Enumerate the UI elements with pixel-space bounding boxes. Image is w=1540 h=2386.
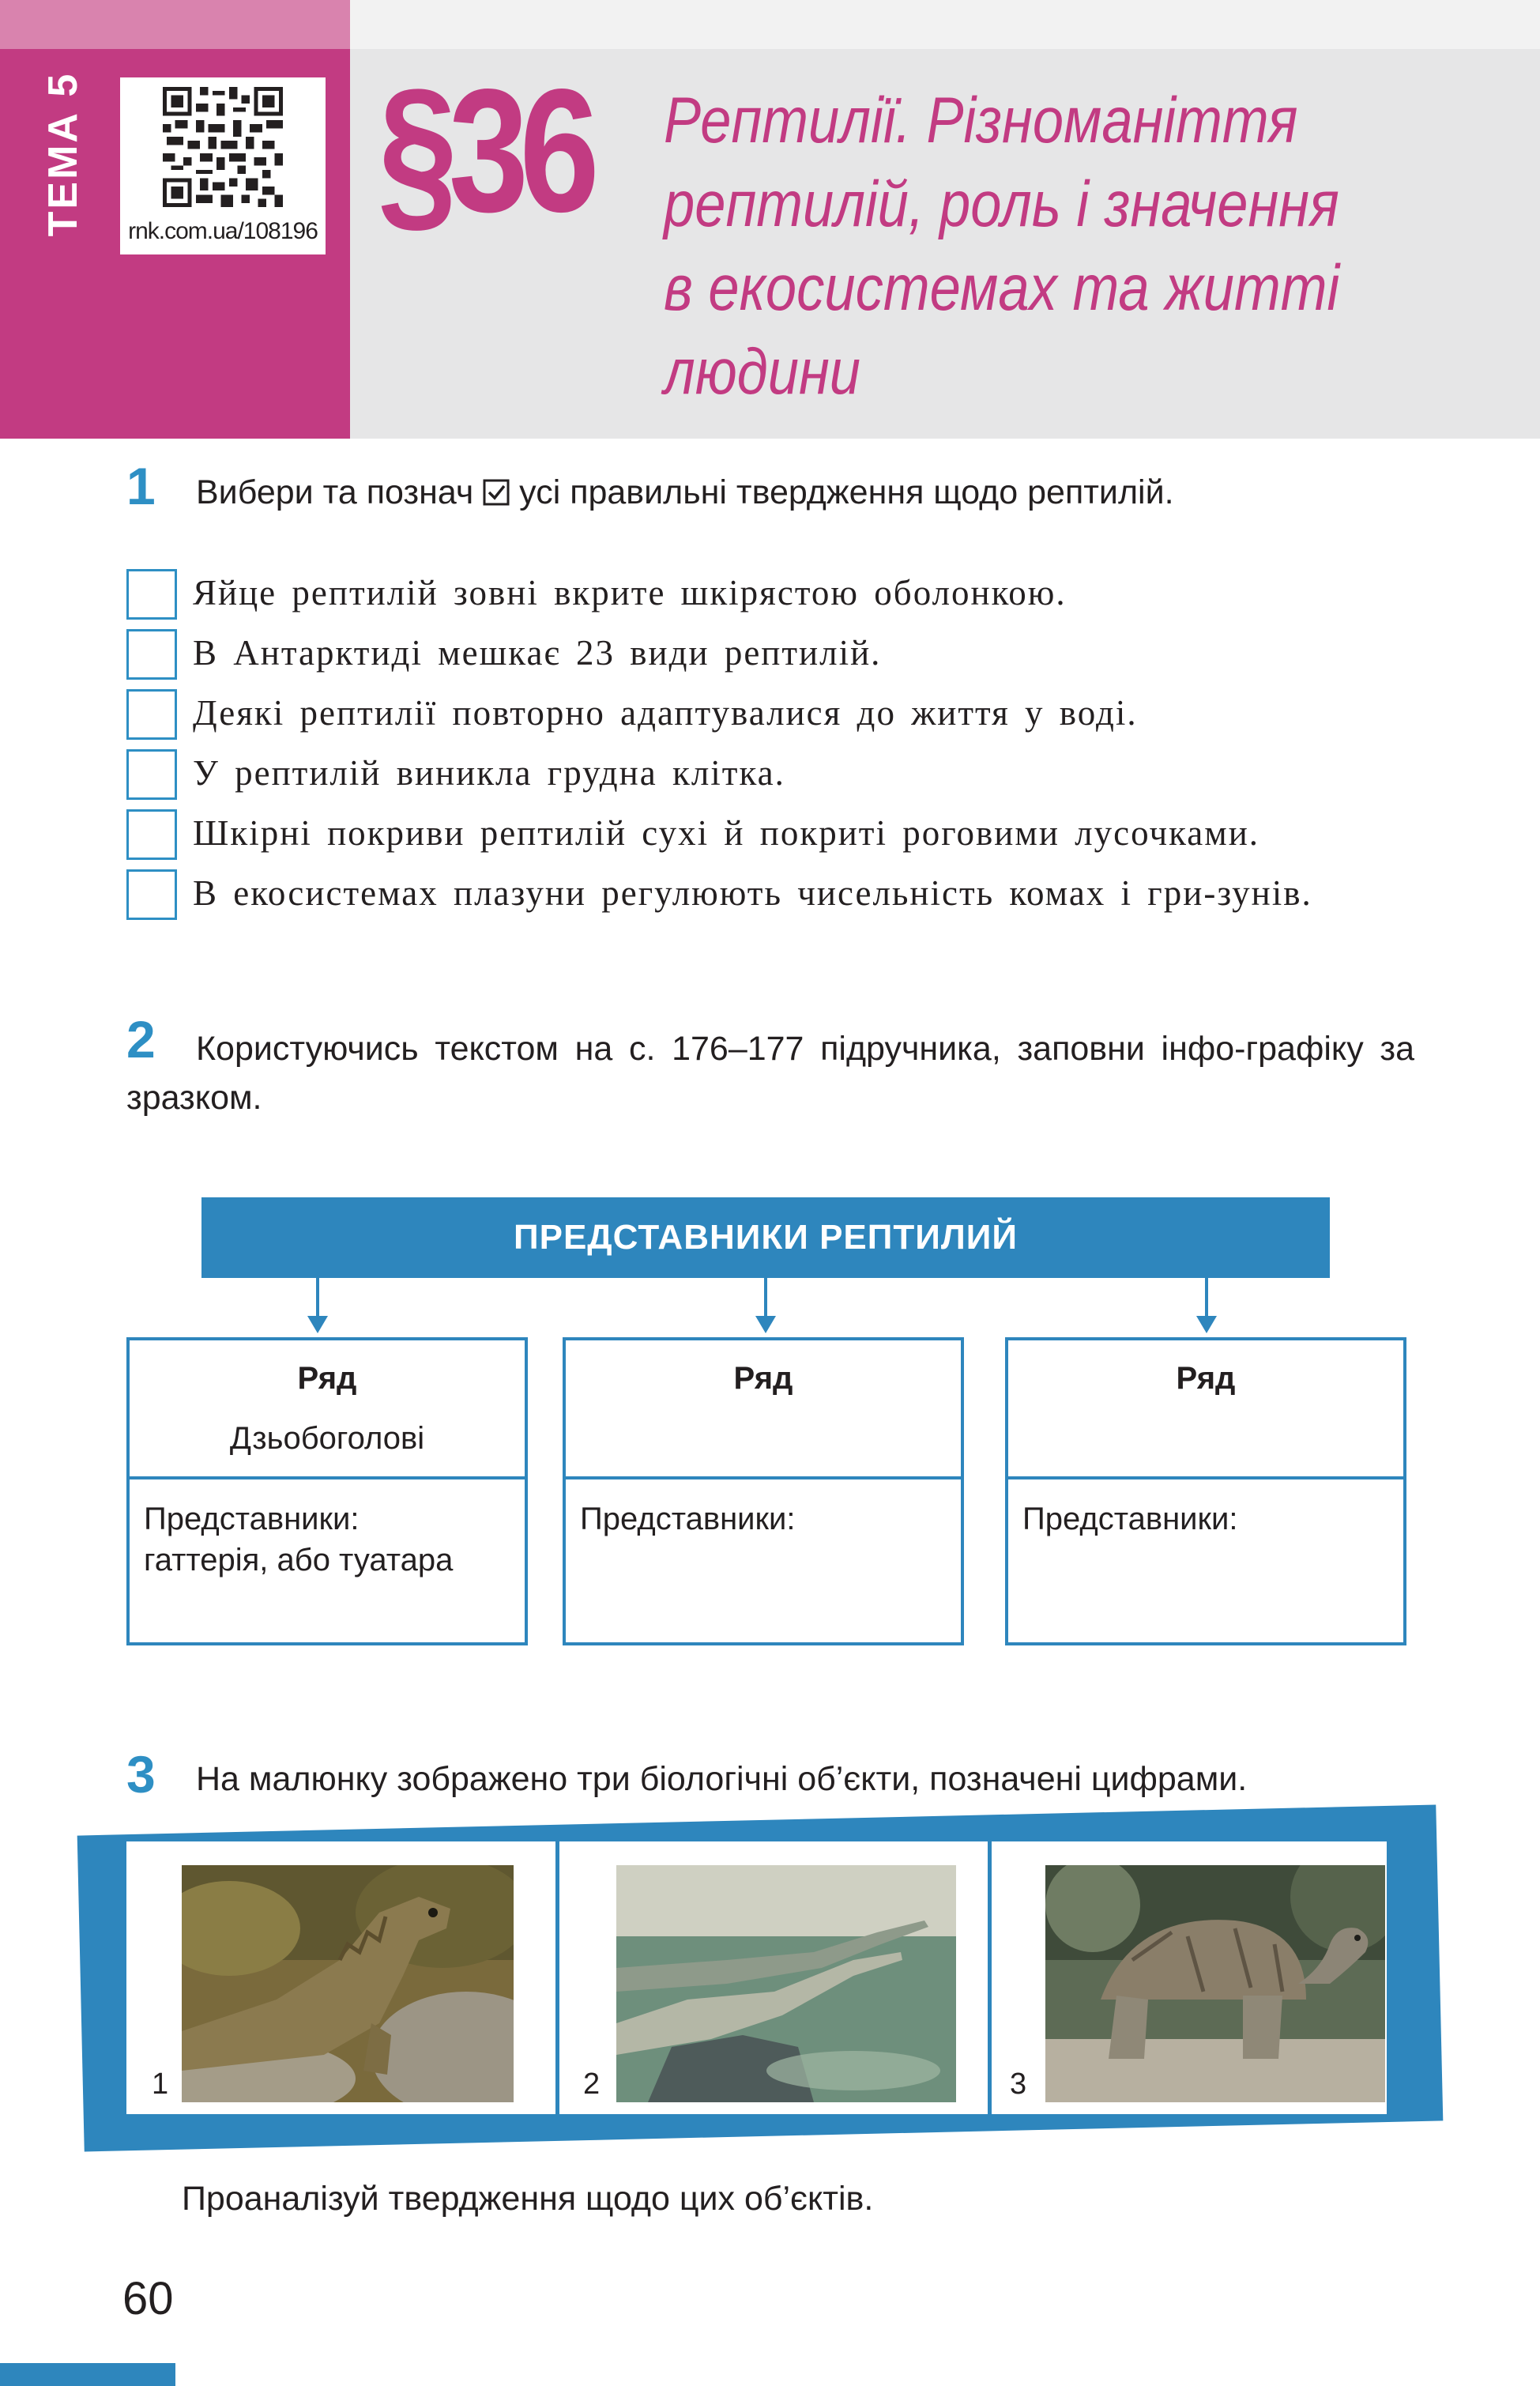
theme-label-text: ТЕМА 5 xyxy=(40,71,86,237)
theme-panel-topband xyxy=(0,0,350,49)
task-1-prompt-after: усі правильні твердження щодо рептилій. xyxy=(519,473,1174,511)
representatives-field[interactable] xyxy=(580,1498,950,1540)
option-item[interactable] xyxy=(126,803,1422,863)
task-3-number: 3 xyxy=(126,1745,156,1804)
representatives-label: Представники: xyxy=(1022,1502,1238,1536)
checkmark-box-icon xyxy=(483,479,510,506)
photo-divider xyxy=(988,1841,992,2114)
option-text: В Антарктиді мешкає 23 види рептилій. xyxy=(193,633,882,673)
infographic-heading: ПРЕДСТАВНИКИ РЕПТИЛИЙ xyxy=(201,1197,1330,1278)
order-card xyxy=(1005,1337,1406,1645)
representatives-label: Представники: xyxy=(580,1502,796,1536)
option-checkbox[interactable] xyxy=(126,629,177,680)
option-text: Шкірні покриви рептилій сухі й покриті роговими лусочками. xyxy=(193,813,1260,853)
order-card xyxy=(126,1337,528,1645)
page-number: 60 xyxy=(122,2273,174,2324)
task-1-prompt-before: Вибери та познач xyxy=(196,473,474,511)
photo-number: 1 xyxy=(152,2067,169,2101)
option-item[interactable] xyxy=(126,863,1422,923)
order-card-top xyxy=(130,1340,525,1479)
option-checkbox[interactable] xyxy=(126,689,177,740)
option-checkbox[interactable] xyxy=(126,869,177,920)
order-card-top xyxy=(566,1340,961,1479)
option-checkbox[interactable] xyxy=(126,809,177,860)
option-item[interactable] xyxy=(126,743,1422,803)
gharial-photo xyxy=(616,1865,956,2102)
order-name[interactable]: Дзьобоголові xyxy=(229,1421,425,1456)
representatives-field[interactable] xyxy=(1022,1498,1392,1540)
representatives-label: Представники: xyxy=(144,1502,360,1536)
page-title-line: людини xyxy=(664,336,861,408)
arrow-down-icon xyxy=(307,1316,328,1333)
photo-strip xyxy=(126,1841,1387,2114)
task-2-number: 2 xyxy=(126,1010,156,1069)
task-1-prompt xyxy=(196,468,1492,517)
task-2-prompt: Користуючись текстом на с. 176–177 підручника, заповни інфо-графіку за зразком. xyxy=(126,1030,1414,1117)
paragraph-number: §36 xyxy=(378,53,591,249)
task-3-prompt: На малюнку зображено три біологічні об’єкти, позначені цифрами. xyxy=(196,1760,1248,1798)
photo-number: 2 xyxy=(583,2067,601,2101)
order-card-top xyxy=(1008,1340,1403,1479)
photo-number: 3 xyxy=(1010,2067,1027,2101)
footer-accent-bar xyxy=(0,2363,175,2386)
order-label: Ряд xyxy=(1176,1361,1236,1396)
arrow-down-icon xyxy=(1196,1316,1217,1333)
option-text: Деякі рептилії повторно адаптувалися до життя у воді. xyxy=(193,693,1138,733)
arrow-line xyxy=(1205,1278,1208,1317)
representatives-value: гаттерія, або туатара xyxy=(144,1543,454,1577)
option-item[interactable] xyxy=(126,563,1422,623)
task-3-followup: Проаналізуй твердження щодо цих об’єктів. xyxy=(182,2180,874,2218)
option-text: Яйце рептилій зовні вкрите шкірястою оболонкою. xyxy=(193,573,1067,613)
title-panel-topband xyxy=(350,0,1540,49)
page-title-line: в екосистемах та житті xyxy=(664,252,1340,324)
option-item[interactable] xyxy=(126,683,1422,743)
arrow-line xyxy=(316,1278,319,1317)
arrow-line xyxy=(764,1278,767,1317)
page-title xyxy=(664,79,1404,414)
task-1-number: 1 xyxy=(126,457,156,515)
qr-code-block[interactable] xyxy=(120,77,326,254)
giant-tortoise-photo xyxy=(1045,1865,1385,2102)
option-item[interactable] xyxy=(126,623,1422,683)
arrow-down-icon xyxy=(755,1316,776,1333)
task-1-options xyxy=(126,563,1422,923)
option-checkbox[interactable] xyxy=(126,569,177,620)
order-label: Ряд xyxy=(733,1361,793,1396)
qr-url: rnk.com.ua/108196 xyxy=(128,218,318,244)
page-title-line: рептилій, роль і значення xyxy=(664,168,1339,240)
order-label: Ряд xyxy=(297,1361,357,1396)
option-text: В екосистемах плазуни регулюють чисельність комах і гри-зунів. xyxy=(193,873,1312,913)
option-checkbox[interactable] xyxy=(126,749,177,800)
theme-label xyxy=(32,47,95,261)
page-title-line: Рептилії. Різноманіття xyxy=(664,85,1298,156)
qr-code-icon xyxy=(163,87,283,207)
tuatara-photo xyxy=(182,1865,514,2102)
representatives-field[interactable] xyxy=(144,1498,514,1581)
order-card xyxy=(563,1337,964,1645)
option-text: У рептилій виникла грудна клітка. xyxy=(193,753,785,793)
photo-divider xyxy=(555,1841,559,2114)
